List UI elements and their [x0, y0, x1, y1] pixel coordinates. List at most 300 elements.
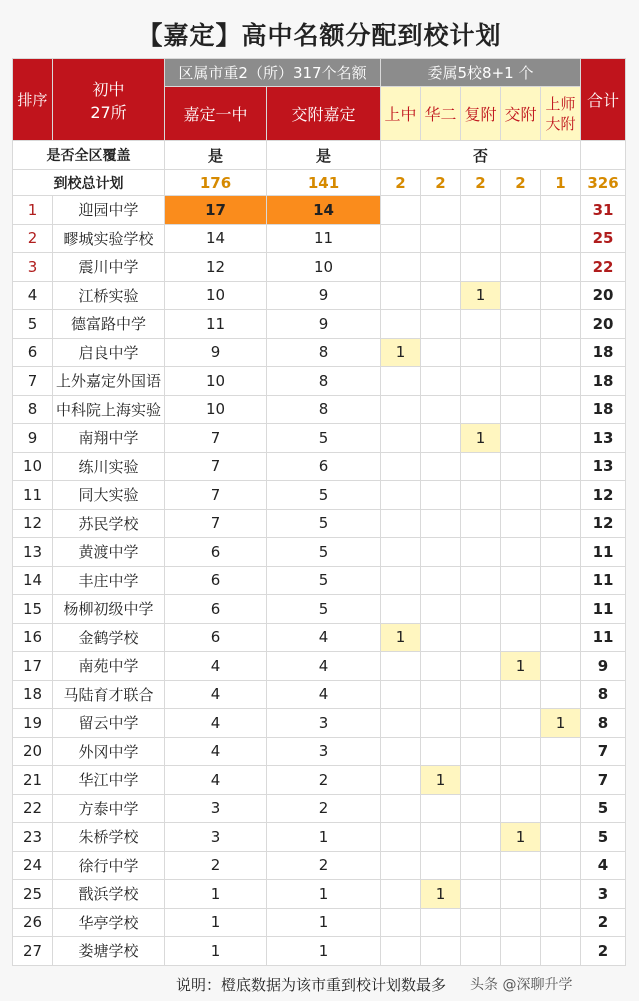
quota-jiading-yizhong: 4	[165, 737, 267, 766]
quota-shangzhong	[381, 709, 421, 738]
quota-shangshi-dafu	[541, 281, 581, 310]
header-row-1	[13, 59, 626, 87]
quota-jiaofu	[501, 880, 541, 909]
quota-jiaofu	[501, 766, 541, 795]
quota-shangshi-dafu	[541, 452, 581, 481]
table-row	[13, 880, 626, 909]
total-fufu: 2	[461, 170, 501, 196]
quota-huaer	[421, 937, 461, 966]
total-sum: 326	[581, 170, 626, 196]
quota-jiaofu-jiading: 8	[267, 395, 381, 424]
row-total-cell: 11	[581, 566, 626, 595]
quota-jiading-yizhong: 11	[165, 310, 267, 339]
rank-cell: 4	[13, 281, 53, 310]
quota-jiaofu	[501, 452, 541, 481]
total-jiading-yizhong: 176	[165, 170, 267, 196]
quota-fufu	[461, 196, 501, 225]
rank-cell: 20	[13, 737, 53, 766]
table-row	[13, 680, 626, 709]
quota-shangshi-dafu	[541, 937, 581, 966]
header-col-jiaofu: 交附	[501, 87, 541, 141]
footer-note	[0, 968, 639, 1001]
quota-jiaofu	[501, 538, 541, 567]
row-total-cell: 8	[581, 680, 626, 709]
table-row	[13, 224, 626, 253]
quota-huaer	[421, 595, 461, 624]
row-total-cell: 22	[581, 253, 626, 282]
total-shangzhong: 2	[381, 170, 421, 196]
school-name-cell: 同大实验	[53, 481, 165, 510]
quota-fufu	[461, 937, 501, 966]
table-row	[13, 566, 626, 595]
header-rank: 排序	[13, 59, 53, 141]
school-name-cell: 金鹤学校	[53, 623, 165, 652]
rank-cell: 24	[13, 851, 53, 880]
quota-shangzhong	[381, 481, 421, 510]
totals-label: 到校总计划	[13, 170, 165, 196]
quota-jiaofu-jiading: 2	[267, 851, 381, 880]
quota-huaer	[421, 737, 461, 766]
quota-shangshi-dafu	[541, 880, 581, 909]
quota-jiaofu	[501, 851, 541, 880]
quota-jiading-yizhong: 9	[165, 338, 267, 367]
quota-fufu	[461, 880, 501, 909]
school-name-cell: 震川中学	[53, 253, 165, 282]
quota-jiaofu	[501, 509, 541, 538]
quota-shangshi-dafu	[541, 566, 581, 595]
quota-shangzhong	[381, 253, 421, 282]
quota-fufu	[461, 224, 501, 253]
quota-jiading-yizhong: 10	[165, 395, 267, 424]
quota-shangshi-dafu	[541, 737, 581, 766]
school-name-cell: 南翔中学	[53, 424, 165, 453]
table-row	[13, 281, 626, 310]
rank-cell: 2	[13, 224, 53, 253]
row-total-cell: 12	[581, 509, 626, 538]
rank-cell: 23	[13, 823, 53, 852]
coverage-value-1: 是	[165, 141, 267, 170]
quota-shangshi-dafu	[541, 652, 581, 681]
rank-cell: 9	[13, 424, 53, 453]
header-col-jiading-yizhong: 嘉定一中	[165, 87, 267, 141]
table-row	[13, 766, 626, 795]
quota-jiaofu	[501, 281, 541, 310]
quota-jiaofu-jiading: 10	[267, 253, 381, 282]
quota-jiaofu	[501, 196, 541, 225]
quota-jiaofu: 1	[501, 823, 541, 852]
quota-shangzhong	[381, 880, 421, 909]
quota-jiaofu-jiading: 6	[267, 452, 381, 481]
quota-shangzhong	[381, 310, 421, 339]
table-row	[13, 538, 626, 567]
school-name-cell: 外冈中学	[53, 737, 165, 766]
quota-shangshi-dafu	[541, 481, 581, 510]
quota-huaer	[421, 224, 461, 253]
quota-shangshi-dafu	[541, 851, 581, 880]
quota-jiading-yizhong: 6	[165, 538, 267, 567]
table-row	[13, 196, 626, 225]
quota-jiading-yizhong: 7	[165, 481, 267, 510]
school-name-cell: 徐行中学	[53, 851, 165, 880]
quota-jiaofu	[501, 680, 541, 709]
quota-jiaofu-jiading: 14	[267, 196, 381, 225]
row-total-cell: 20	[581, 310, 626, 339]
quota-huaer: 1	[421, 766, 461, 795]
quota-shangshi-dafu	[541, 196, 581, 225]
total-shangshi-dafu: 1	[541, 170, 581, 196]
quota-jiaofu	[501, 338, 541, 367]
table-row	[13, 937, 626, 966]
rank-cell: 13	[13, 538, 53, 567]
quota-jiading-yizhong: 7	[165, 509, 267, 538]
quota-fufu	[461, 908, 501, 937]
quota-shangzhong: 1	[381, 623, 421, 652]
row-total-cell: 4	[581, 851, 626, 880]
row-total-cell: 7	[581, 737, 626, 766]
quota-jiaofu	[501, 937, 541, 966]
quota-jiaofu	[501, 737, 541, 766]
table-row	[13, 253, 626, 282]
quota-huaer	[421, 196, 461, 225]
row-total-cell: 3	[581, 880, 626, 909]
quota-fufu	[461, 737, 501, 766]
header-group-commission: 委属5校8+1 个	[381, 59, 581, 87]
rank-cell: 10	[13, 452, 53, 481]
quota-fufu	[461, 452, 501, 481]
quota-jiaofu	[501, 595, 541, 624]
header-col-shangshi-dafu	[541, 87, 581, 141]
quota-shangzhong	[381, 538, 421, 567]
quota-jiaofu	[501, 367, 541, 396]
quota-fufu	[461, 310, 501, 339]
quota-fufu	[461, 338, 501, 367]
quota-jiaofu-jiading: 2	[267, 766, 381, 795]
table-row	[13, 595, 626, 624]
quota-fufu	[461, 481, 501, 510]
quota-jiaofu-jiading: 8	[267, 338, 381, 367]
quota-huaer	[421, 908, 461, 937]
quota-fufu: 1	[461, 281, 501, 310]
quota-jiaofu-jiading: 1	[267, 823, 381, 852]
table-body	[13, 196, 626, 966]
rank-cell: 7	[13, 367, 53, 396]
quota-jiaofu-jiading: 5	[267, 538, 381, 567]
quota-jiaofu-jiading: 5	[267, 595, 381, 624]
header-col-shangshi-dafu-text: 上师大附	[545, 94, 576, 133]
school-name-cell: 方泰中学	[53, 794, 165, 823]
table-row	[13, 481, 626, 510]
allocation-table	[12, 58, 626, 966]
quota-huaer: 1	[421, 880, 461, 909]
quota-fufu: 1	[461, 424, 501, 453]
quota-shangshi-dafu	[541, 623, 581, 652]
quota-shangzhong	[381, 281, 421, 310]
quota-fufu	[461, 652, 501, 681]
school-name-cell: 上外嘉定外国语	[53, 367, 165, 396]
quota-fufu	[461, 566, 501, 595]
school-name-cell: 德富路中学	[53, 310, 165, 339]
quota-jiading-yizhong: 4	[165, 709, 267, 738]
quota-fufu	[461, 680, 501, 709]
rank-cell: 14	[13, 566, 53, 595]
quota-jiaofu	[501, 794, 541, 823]
coverage-value-2: 是	[267, 141, 381, 170]
row-total-cell: 7	[581, 766, 626, 795]
row-total-cell: 18	[581, 395, 626, 424]
quota-huaer	[421, 823, 461, 852]
school-name-cell: 疁城实验学校	[53, 224, 165, 253]
quota-jiaofu	[501, 224, 541, 253]
quota-shangzhong	[381, 395, 421, 424]
quota-jiaofu-jiading: 1	[267, 908, 381, 937]
quota-huaer	[421, 452, 461, 481]
quota-huaer	[421, 623, 461, 652]
quota-huaer	[421, 367, 461, 396]
quota-jiaofu-jiading: 5	[267, 566, 381, 595]
quota-shangzhong	[381, 595, 421, 624]
quota-jiading-yizhong: 4	[165, 766, 267, 795]
quota-shangzhong	[381, 424, 421, 453]
quota-jiading-yizhong: 7	[165, 452, 267, 481]
quota-jiaofu	[501, 566, 541, 595]
school-name-cell: 杨柳初级中学	[53, 595, 165, 624]
quota-huaer	[421, 680, 461, 709]
note-text: 说明：橙底数据为该市重到校计划数最多	[176, 976, 447, 994]
quota-jiaofu-jiading: 1	[267, 937, 381, 966]
quota-jiaofu-jiading: 5	[267, 509, 381, 538]
quota-shangzhong	[381, 823, 421, 852]
page-title: 【嘉定】高中名额分配到校计划	[137, 21, 502, 50]
quota-jiading-yizhong: 12	[165, 253, 267, 282]
quota-fufu	[461, 595, 501, 624]
quota-jiading-yizhong: 1	[165, 880, 267, 909]
table-row	[13, 823, 626, 852]
header-school-line1: 初中	[92, 79, 125, 99]
quota-shangshi-dafu	[541, 310, 581, 339]
quota-shangshi-dafu	[541, 509, 581, 538]
quota-huaer	[421, 652, 461, 681]
quota-shangshi-dafu	[541, 395, 581, 424]
quota-jiading-yizhong: 4	[165, 680, 267, 709]
rank-cell: 25	[13, 880, 53, 909]
quota-jiaofu-jiading: 3	[267, 709, 381, 738]
quota-huaer	[421, 424, 461, 453]
school-name-cell: 中科院上海实验	[53, 395, 165, 424]
quota-jiaofu-jiading: 8	[267, 367, 381, 396]
quota-jiaofu-jiading: 4	[267, 623, 381, 652]
school-name-cell: 迎园中学	[53, 196, 165, 225]
header-col-shangzhong: 上中	[381, 87, 421, 141]
quota-shangshi-dafu	[541, 538, 581, 567]
quota-jiading-yizhong: 2	[165, 851, 267, 880]
row-total-cell: 18	[581, 367, 626, 396]
quota-shangshi-dafu	[541, 424, 581, 453]
school-name-cell: 江桥实验	[53, 281, 165, 310]
total-huaer: 2	[421, 170, 461, 196]
quota-jiaofu	[501, 623, 541, 652]
school-name-cell: 华亭学校	[53, 908, 165, 937]
row-total-cell: 20	[581, 281, 626, 310]
quota-jiaofu-jiading: 1	[267, 880, 381, 909]
quota-huaer	[421, 281, 461, 310]
table-row	[13, 908, 626, 937]
table-row	[13, 367, 626, 396]
quota-jiaofu	[501, 310, 541, 339]
row-total-cell: 11	[581, 595, 626, 624]
quota-shangshi-dafu	[541, 338, 581, 367]
quota-jiading-yizhong: 10	[165, 367, 267, 396]
header-school-line2: 27所	[90, 102, 127, 122]
rank-cell: 15	[13, 595, 53, 624]
quota-jiaofu	[501, 395, 541, 424]
quota-shangzhong: 1	[381, 338, 421, 367]
rank-cell: 19	[13, 709, 53, 738]
quota-jiading-yizhong: 17	[165, 196, 267, 225]
row-total-cell: 2	[581, 937, 626, 966]
rank-cell: 21	[13, 766, 53, 795]
quota-jiaofu: 1	[501, 652, 541, 681]
table-row	[13, 452, 626, 481]
rank-cell: 26	[13, 908, 53, 937]
row-total-cell: 2	[581, 908, 626, 937]
quota-jiading-yizhong: 1	[165, 908, 267, 937]
quota-shangshi-dafu: 1	[541, 709, 581, 738]
quota-jiaofu-jiading: 4	[267, 680, 381, 709]
quota-huaer	[421, 310, 461, 339]
quota-huaer	[421, 794, 461, 823]
quota-jiaofu-jiading: 3	[267, 737, 381, 766]
row-total-cell: 5	[581, 823, 626, 852]
table-row	[13, 794, 626, 823]
quota-huaer	[421, 509, 461, 538]
quota-jiading-yizhong: 6	[165, 623, 267, 652]
header-col-jiaofu-jiading: 交附嘉定	[267, 87, 381, 141]
row-total-cell: 13	[581, 424, 626, 453]
rank-cell: 6	[13, 338, 53, 367]
school-name-cell: 娄塘学校	[53, 937, 165, 966]
row-total-cell: 8	[581, 709, 626, 738]
quota-jiaofu	[501, 908, 541, 937]
quota-shangzhong	[381, 224, 421, 253]
school-name-cell: 戬浜学校	[53, 880, 165, 909]
quota-fufu	[461, 253, 501, 282]
quota-jiaofu-jiading: 5	[267, 481, 381, 510]
table-row	[13, 509, 626, 538]
quota-jiading-yizhong: 1	[165, 937, 267, 966]
quota-shangshi-dafu	[541, 823, 581, 852]
school-name-cell: 华江中学	[53, 766, 165, 795]
quota-jiading-yizhong: 4	[165, 652, 267, 681]
rank-cell: 3	[13, 253, 53, 282]
quota-shangzhong	[381, 452, 421, 481]
rank-cell: 5	[13, 310, 53, 339]
rank-cell: 27	[13, 937, 53, 966]
row-total-cell: 9	[581, 652, 626, 681]
table-row	[13, 424, 626, 453]
quota-jiaofu	[501, 481, 541, 510]
quota-huaer	[421, 566, 461, 595]
quota-jiading-yizhong: 3	[165, 823, 267, 852]
quota-huaer	[421, 851, 461, 880]
school-name-cell: 苏民学校	[53, 509, 165, 538]
row-total-cell: 11	[581, 538, 626, 567]
school-name-cell: 练川实验	[53, 452, 165, 481]
table-row	[13, 310, 626, 339]
row-total-cell: 13	[581, 452, 626, 481]
quota-fufu	[461, 851, 501, 880]
quota-shangzhong	[381, 680, 421, 709]
quota-jiaofu-jiading: 2	[267, 794, 381, 823]
total-jiaofu-jiading: 141	[267, 170, 381, 196]
quota-shangzhong	[381, 766, 421, 795]
table-row	[13, 737, 626, 766]
school-name-cell: 朱桥学校	[53, 823, 165, 852]
header-col-fufu: 复附	[461, 87, 501, 141]
quota-jiading-yizhong: 6	[165, 595, 267, 624]
coverage-value-3: 否	[381, 141, 581, 170]
table-row	[13, 623, 626, 652]
quota-shangzhong	[381, 908, 421, 937]
table-row	[13, 851, 626, 880]
quota-shangzhong	[381, 196, 421, 225]
quota-shangshi-dafu	[541, 595, 581, 624]
total-jiaofu: 2	[501, 170, 541, 196]
quota-jiaofu	[501, 424, 541, 453]
quota-huaer	[421, 481, 461, 510]
rank-cell: 17	[13, 652, 53, 681]
quota-jiaofu	[501, 253, 541, 282]
quota-shangzhong	[381, 794, 421, 823]
school-name-cell: 黄渡中学	[53, 538, 165, 567]
quota-fufu	[461, 395, 501, 424]
header-total: 合计	[581, 59, 626, 141]
quota-huaer	[421, 709, 461, 738]
rank-cell: 18	[13, 680, 53, 709]
quota-shangzhong	[381, 737, 421, 766]
header-group-municipal: 区属市重2（所）317个名额	[165, 59, 381, 87]
rank-cell: 8	[13, 395, 53, 424]
quota-jiading-yizhong: 7	[165, 424, 267, 453]
quota-fufu	[461, 367, 501, 396]
quota-huaer	[421, 538, 461, 567]
quota-shangzhong	[381, 367, 421, 396]
quota-jiading-yizhong: 10	[165, 281, 267, 310]
row-total-cell: 5	[581, 794, 626, 823]
coverage-label: 是否全区覆盖	[13, 141, 165, 170]
quota-shangshi-dafu	[541, 224, 581, 253]
school-name-cell: 南苑中学	[53, 652, 165, 681]
quota-shangzhong	[381, 652, 421, 681]
school-name-cell: 留云中学	[53, 709, 165, 738]
row-total-cell: 12	[581, 481, 626, 510]
row-total-cell: 31	[581, 196, 626, 225]
totals-row	[13, 170, 626, 196]
table-row	[13, 395, 626, 424]
quota-shangshi-dafu	[541, 766, 581, 795]
quota-shangshi-dafu	[541, 367, 581, 396]
quota-fufu	[461, 709, 501, 738]
quota-jiading-yizhong: 3	[165, 794, 267, 823]
school-name-cell: 丰庄中学	[53, 566, 165, 595]
quota-jiaofu-jiading: 5	[267, 424, 381, 453]
row-total-cell: 11	[581, 623, 626, 652]
quota-shangzhong	[381, 566, 421, 595]
rank-cell: 11	[13, 481, 53, 510]
watermark-text: 头条 @深聊升学	[470, 977, 573, 993]
quota-shangshi-dafu	[541, 794, 581, 823]
school-name-cell: 马陆育才联合	[53, 680, 165, 709]
quota-jiading-yizhong: 6	[165, 566, 267, 595]
